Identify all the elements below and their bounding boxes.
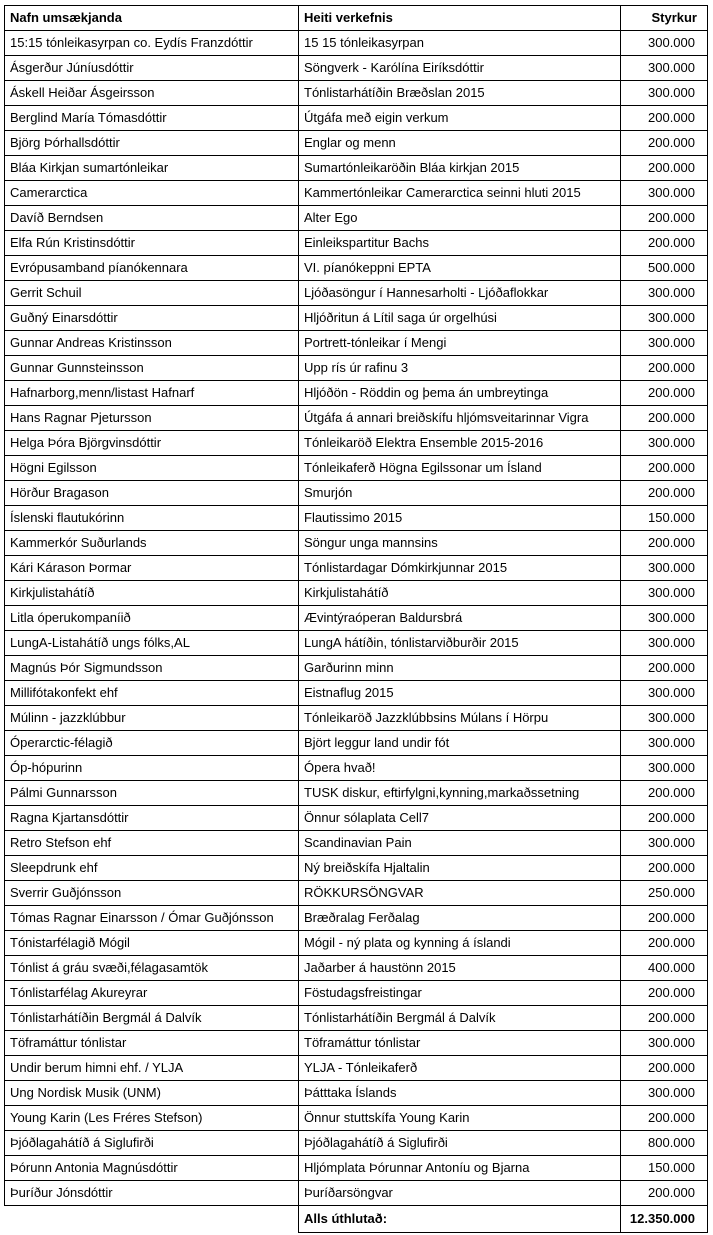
applicant-name-cell: Gerrit Schuil (5, 281, 299, 306)
applicant-name-cell: Tónistarfélagið Mógil (5, 931, 299, 956)
table-row (5, 481, 708, 506)
applicant-name-cell: Magnús Þór Sigmundsson (5, 656, 299, 681)
table-row (5, 81, 708, 106)
applicant-name-cell: Þórunn Antonia Magnúsdóttir (5, 1156, 299, 1181)
grant-amount-cell: 200.000 (621, 406, 708, 431)
grant-amount-cell: 300.000 (621, 706, 708, 731)
table-row (5, 631, 708, 656)
project-title-cell: Föstudagsfreistingar (299, 981, 621, 1006)
applicant-name-cell: Sverrir Guðjónsson (5, 881, 299, 906)
project-title-cell: Tónlistarhátíðin Bræðslan 2015 (299, 81, 621, 106)
table-row (5, 131, 708, 156)
table-row (5, 1131, 708, 1156)
grant-amount-cell: 200.000 (621, 481, 708, 506)
grant-amount-cell: 150.000 (621, 1156, 708, 1181)
grant-amount-cell: 250.000 (621, 881, 708, 906)
grant-amount-cell: 300.000 (621, 1031, 708, 1056)
table-row (5, 406, 708, 431)
project-title-cell: Björt leggur land undir fót (299, 731, 621, 756)
project-title-cell: 15 15 tónleikasyrpan (299, 31, 621, 56)
table-row (5, 756, 708, 781)
applicant-name-cell: Óp-hópurinn (5, 756, 299, 781)
project-title-cell: VI. píanókeppni EPTA (299, 256, 621, 281)
grant-amount-cell: 300.000 (621, 581, 708, 606)
project-title-cell: Tónleikaröð Jazzklúbbsins Múlans í Hörpu (299, 706, 621, 731)
grant-amount-cell: 300.000 (621, 281, 708, 306)
table-row (5, 206, 708, 231)
project-title-cell: TUSK diskur, eftirfylgni,kynning,markaðssetning (299, 781, 621, 806)
table-row (5, 231, 708, 256)
table-row (5, 1056, 708, 1081)
grant-amount-cell: 200.000 (621, 1181, 708, 1206)
grant-amount-cell: 300.000 (621, 56, 708, 81)
project-title-cell: Eistnaflug 2015 (299, 681, 621, 706)
project-title-cell: Ljóðasöngur í Hannesarholti - Ljóðaflokkar (299, 281, 621, 306)
project-title-cell: Kirkjulistahátíð (299, 581, 621, 606)
applicant-name-cell: Kammerkór Suðurlands (5, 531, 299, 556)
table-row (5, 431, 708, 456)
header-applicant-name: Nafn umsækjanda (5, 6, 299, 31)
project-title-cell: Tónlistardagar Dómkirkjunnar 2015 (299, 556, 621, 581)
table-row (5, 506, 708, 531)
table-row (5, 656, 708, 681)
applicant-name-cell: Gunnar Andreas Kristinsson (5, 331, 299, 356)
applicant-name-cell: Berglind María Tómasdóttir (5, 106, 299, 131)
applicant-name-cell: Retro Stefson ehf (5, 831, 299, 856)
project-title-cell: Portrett-tónleikar í Mengi (299, 331, 621, 356)
grant-amount-cell: 200.000 (621, 131, 708, 156)
total-amount: 12.350.000 (621, 1206, 708, 1233)
grant-amount-cell: 300.000 (621, 31, 708, 56)
applicant-name-cell: Litla óperukompaníið (5, 606, 299, 631)
project-title-cell: LungA hátíðin, tónlistarviðburðir 2015 (299, 631, 621, 656)
grant-amount-cell: 200.000 (621, 981, 708, 1006)
grant-amount-cell: 200.000 (621, 1056, 708, 1081)
applicant-name-cell: Tónlistarfélag Akureyrar (5, 981, 299, 1006)
project-title-cell: Ópera hvað! (299, 756, 621, 781)
project-title-cell: Önnur stuttskífa Young Karin (299, 1106, 621, 1131)
project-title-cell: Bræðralag Ferðalag (299, 906, 621, 931)
applicant-name-cell: Ásgerður Júníusdóttir (5, 56, 299, 81)
table-row (5, 606, 708, 631)
applicant-name-cell: Evrópusamband píanókennara (5, 256, 299, 281)
table-row (5, 381, 708, 406)
table-row (5, 831, 708, 856)
applicant-name-cell: Björg Þórhallsdóttir (5, 131, 299, 156)
table-row (5, 256, 708, 281)
applicant-name-cell: Þjóðlagahátíð á Siglufirði (5, 1131, 299, 1156)
grant-amount-cell: 200.000 (621, 106, 708, 131)
applicant-name-cell: Elfa Rún Kristinsdóttir (5, 231, 299, 256)
grant-amount-cell: 200.000 (621, 781, 708, 806)
table-row (5, 31, 708, 56)
grant-amount-cell: 200.000 (621, 1106, 708, 1131)
table-row (5, 1031, 708, 1056)
grant-amount-cell: 200.000 (621, 906, 708, 931)
applicant-name-cell: Kirkjulistahátíð (5, 581, 299, 606)
table-row (5, 281, 708, 306)
project-title-cell: Hljómplata Þórunnar Antoníu og Bjarna (299, 1156, 621, 1181)
project-title-cell: Útgáfa með eigin verkum (299, 106, 621, 131)
grant-amount-cell: 300.000 (621, 831, 708, 856)
applicant-name-cell: Högni Egilsson (5, 456, 299, 481)
project-title-cell: Útgáfa á annari breiðskífu hljómsveitarinnar Vigra (299, 406, 621, 431)
grant-amount-cell: 200.000 (621, 656, 708, 681)
table-row (5, 881, 708, 906)
project-title-cell: Upp rís úr rafinu 3 (299, 356, 621, 381)
table-row (5, 856, 708, 881)
project-title-cell: Töframáttur tónlistar (299, 1031, 621, 1056)
table-row (5, 956, 708, 981)
grant-amount-cell: 200.000 (621, 231, 708, 256)
grant-amount-cell: 300.000 (621, 731, 708, 756)
table-row (5, 1181, 708, 1206)
table-row (5, 906, 708, 931)
applicant-name-cell: Sleepdrunk ehf (5, 856, 299, 881)
table-header (5, 6, 708, 31)
applicant-name-cell: Undir berum himni ehf. / YLJA (5, 1056, 299, 1081)
table-row (5, 156, 708, 181)
applicant-name-cell: Young Karin (Les Fréres Stefson) (5, 1106, 299, 1131)
table-row (5, 531, 708, 556)
project-title-cell: Einleikspartitur Bachs (299, 231, 621, 256)
grant-amount-cell: 200.000 (621, 206, 708, 231)
grants-table (4, 5, 708, 1233)
applicant-name-cell: Áskell Heiðar Ásgeirsson (5, 81, 299, 106)
project-title-cell: Önnur sólaplata Cell7 (299, 806, 621, 831)
applicant-name-cell: Ragna Kjartansdóttir (5, 806, 299, 831)
project-title-cell: Söngur unga mannsins (299, 531, 621, 556)
project-title-cell: Flautissimo 2015 (299, 506, 621, 531)
project-title-cell: Scandinavian Pain (299, 831, 621, 856)
project-title-cell: Hljóðön - Röddin og þema án umbreytinga (299, 381, 621, 406)
project-title-cell: Jaðarber á haustönn 2015 (299, 956, 621, 981)
table-row (5, 1081, 708, 1106)
project-title-cell: Þjóðlagahátíð á Siglufirði (299, 1131, 621, 1156)
grant-amount-cell: 200.000 (621, 356, 708, 381)
table-row (5, 1156, 708, 1181)
grant-amount-cell: 300.000 (621, 681, 708, 706)
grant-amount-cell: 200.000 (621, 856, 708, 881)
table-footer (5, 1206, 708, 1233)
applicant-name-cell: Millifótakonfekt ehf (5, 681, 299, 706)
grants-table-container (4, 5, 708, 1233)
table-row (5, 706, 708, 731)
table-row (5, 981, 708, 1006)
grant-amount-cell: 800.000 (621, 1131, 708, 1156)
grant-amount-cell: 150.000 (621, 506, 708, 531)
project-title-cell: Söngverk - Karólína Eiríksdóttir (299, 56, 621, 81)
total-label: Alls úthlutað: (299, 1206, 621, 1233)
applicant-name-cell: 15:15 tónleikasyrpan co. Eydís Franzdóttir (5, 31, 299, 56)
grant-amount-cell: 300.000 (621, 81, 708, 106)
applicant-name-cell: Tónlistarhátíðin Bergmál á Dalvík (5, 1006, 299, 1031)
grant-amount-cell: 200.000 (621, 381, 708, 406)
grant-amount-cell: 200.000 (621, 931, 708, 956)
grant-amount-cell: 400.000 (621, 956, 708, 981)
project-title-cell: RÖKKURSÖNGVAR (299, 881, 621, 906)
grant-amount-cell: 300.000 (621, 631, 708, 656)
grant-amount-cell: 300.000 (621, 606, 708, 631)
total-row (5, 1206, 708, 1233)
table-row (5, 806, 708, 831)
table-row (5, 731, 708, 756)
project-title-cell: Þuríðarsöngvar (299, 1181, 621, 1206)
project-title-cell: Tónleikaferð Högna Egilssonar um Ísland (299, 456, 621, 481)
applicant-name-cell: Múlinn - jazzklúbbur (5, 706, 299, 731)
applicant-name-cell: Íslenski flautukórinn (5, 506, 299, 531)
project-title-cell: Ævintýraóperan Baldursbrá (299, 606, 621, 631)
applicant-name-cell: Pálmi Gunnarsson (5, 781, 299, 806)
applicant-name-cell: Tómas Ragnar Einarsson / Ómar Guðjónsson (5, 906, 299, 931)
table-row (5, 306, 708, 331)
project-title-cell: Kammertónleikar Camerarctica seinni hluti 2015 (299, 181, 621, 206)
applicant-name-cell: Hans Ragnar Pjetursson (5, 406, 299, 431)
project-title-cell: Ný breiðskífa Hjaltalin (299, 856, 621, 881)
project-title-cell: Þátttaka Íslands (299, 1081, 621, 1106)
table-row (5, 456, 708, 481)
table-row (5, 556, 708, 581)
header-grant-amount: Styrkur (621, 6, 708, 31)
applicant-name-cell: Davíð Berndsen (5, 206, 299, 231)
header-project-title: Heiti verkefnis (299, 6, 621, 31)
project-title-cell: Tónlistarhátíðin Bergmál á Dalvík (299, 1006, 621, 1031)
table-body (5, 31, 708, 1206)
applicant-name-cell: LungA-Listahátíð ungs fólks,AL (5, 631, 299, 656)
table-row (5, 681, 708, 706)
table-row (5, 356, 708, 381)
grant-amount-cell: 500.000 (621, 256, 708, 281)
header-row (5, 6, 708, 31)
applicant-name-cell: Ung Nordisk Musik (UNM) (5, 1081, 299, 1106)
project-title-cell: Garðurinn minn (299, 656, 621, 681)
applicant-name-cell: Tónlist á gráu svæði,félagasamtök (5, 956, 299, 981)
grant-amount-cell: 300.000 (621, 331, 708, 356)
applicant-name-cell: Kári Kárason Þormar (5, 556, 299, 581)
applicant-name-cell: Gunnar Gunnsteinsson (5, 356, 299, 381)
grant-amount-cell: 200.000 (621, 531, 708, 556)
grant-amount-cell: 200.000 (621, 1006, 708, 1031)
applicant-name-cell: Töframáttur tónlistar (5, 1031, 299, 1056)
grant-amount-cell: 300.000 (621, 1081, 708, 1106)
applicant-name-cell: Helga Þóra Björgvinsdóttir (5, 431, 299, 456)
applicant-name-cell: Hörður Bragason (5, 481, 299, 506)
project-title-cell: Alter Ego (299, 206, 621, 231)
project-title-cell: YLJA - Tónleikaferð (299, 1056, 621, 1081)
grant-amount-cell: 300.000 (621, 181, 708, 206)
applicant-name-cell: Hafnarborg,menn/listast Hafnarf (5, 381, 299, 406)
project-title-cell: Tónleikaröð Elektra Ensemble 2015-2016 (299, 431, 621, 456)
table-row (5, 56, 708, 81)
grant-amount-cell: 200.000 (621, 806, 708, 831)
applicant-name-cell: Óperarctic-félagið (5, 731, 299, 756)
project-title-cell: Sumartónleikaröðin Bláa kirkjan 2015 (299, 156, 621, 181)
table-row (5, 106, 708, 131)
grant-amount-cell: 300.000 (621, 306, 708, 331)
grant-amount-cell: 200.000 (621, 456, 708, 481)
applicant-name-cell: Camerarctica (5, 181, 299, 206)
applicant-name-cell: Bláa Kirkjan sumartónleikar (5, 156, 299, 181)
project-title-cell: Englar og menn (299, 131, 621, 156)
grant-amount-cell: 300.000 (621, 556, 708, 581)
grant-amount-cell: 200.000 (621, 156, 708, 181)
project-title-cell: Hljóðritun á Lítil saga úr orgelhúsi (299, 306, 621, 331)
grant-amount-cell: 300.000 (621, 756, 708, 781)
project-title-cell: Smurjón (299, 481, 621, 506)
applicant-name-cell: Guðný Einarsdóttir (5, 306, 299, 331)
table-row (5, 931, 708, 956)
grant-amount-cell: 300.000 (621, 431, 708, 456)
table-row (5, 781, 708, 806)
applicant-name-cell: Þuríður Jónsdóttir (5, 1181, 299, 1206)
table-row (5, 581, 708, 606)
table-row (5, 181, 708, 206)
table-row (5, 331, 708, 356)
total-blank-cell (5, 1206, 299, 1233)
table-row (5, 1106, 708, 1131)
table-row (5, 1006, 708, 1031)
project-title-cell: Mógil - ný plata og kynning á íslandi (299, 931, 621, 956)
